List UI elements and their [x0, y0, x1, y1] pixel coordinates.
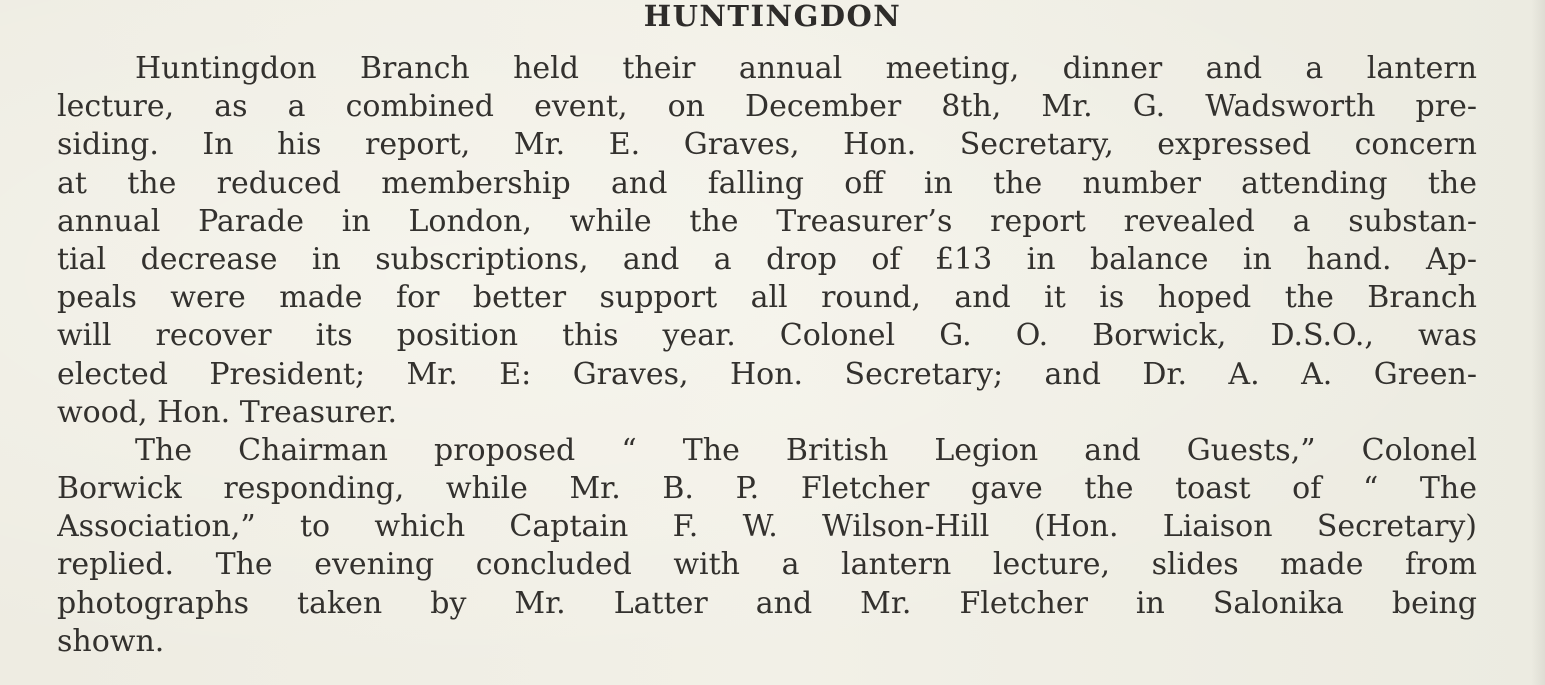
text-line: tial decrease in subscriptions, and a drop of £13 in balance in hand. Ap- [57, 241, 1477, 277]
text-line: elected President; Mr. E: Graves, Hon. Secretary; and Dr. A. A. Green- [57, 356, 1477, 392]
text-line: photographs taken by Mr. Latter and Mr. Fletcher in Salonika being [57, 585, 1477, 621]
text-line: Association,” to which Captain F. W. Wilson-Hill (Hon. Liaison Secretary) [57, 509, 1477, 545]
text-line: lecture, as a combined event, on December 8th, Mr. G. Wadsworth pre- [57, 89, 1477, 125]
text-line: shown. [57, 623, 165, 659]
text-line: Huntingdon Branch held their annual meeting, dinner and a lantern [135, 51, 1477, 86]
text-line: siding. In his report, Mr. E. Graves, Hon. Secretary, expressed concern [57, 127, 1477, 163]
page-edge-shadow [1531, 0, 1545, 685]
text-line: at the reduced membership and falling off in the number attending the [57, 165, 1477, 201]
text-line: will recover its position this year. Colonel G. O. Borwick, D.S.O., was [57, 318, 1477, 354]
text-line: replied. The evening concluded with a lantern lecture, slides made from [57, 547, 1477, 583]
section-heading: HUNTINGDON [643, 0, 902, 33]
paragraph-2 [57, 432, 1477, 661]
text-line: annual Parade in London, while the Treasurer’s report revealed a substan- [57, 203, 1477, 239]
article-body [57, 50, 1477, 661]
text-line: peals were made for better support all round, and it is hoped the Branch [57, 280, 1477, 316]
text-line: Borwick responding, while Mr. B. P. Fletcher gave the toast of “ The [57, 471, 1477, 507]
paragraph-1 [57, 50, 1477, 432]
text-line: The Chairman proposed “ The British Legion and Guests,” Colonel [135, 432, 1477, 468]
text-line: wood, Hon. Treasurer. [57, 394, 398, 430]
